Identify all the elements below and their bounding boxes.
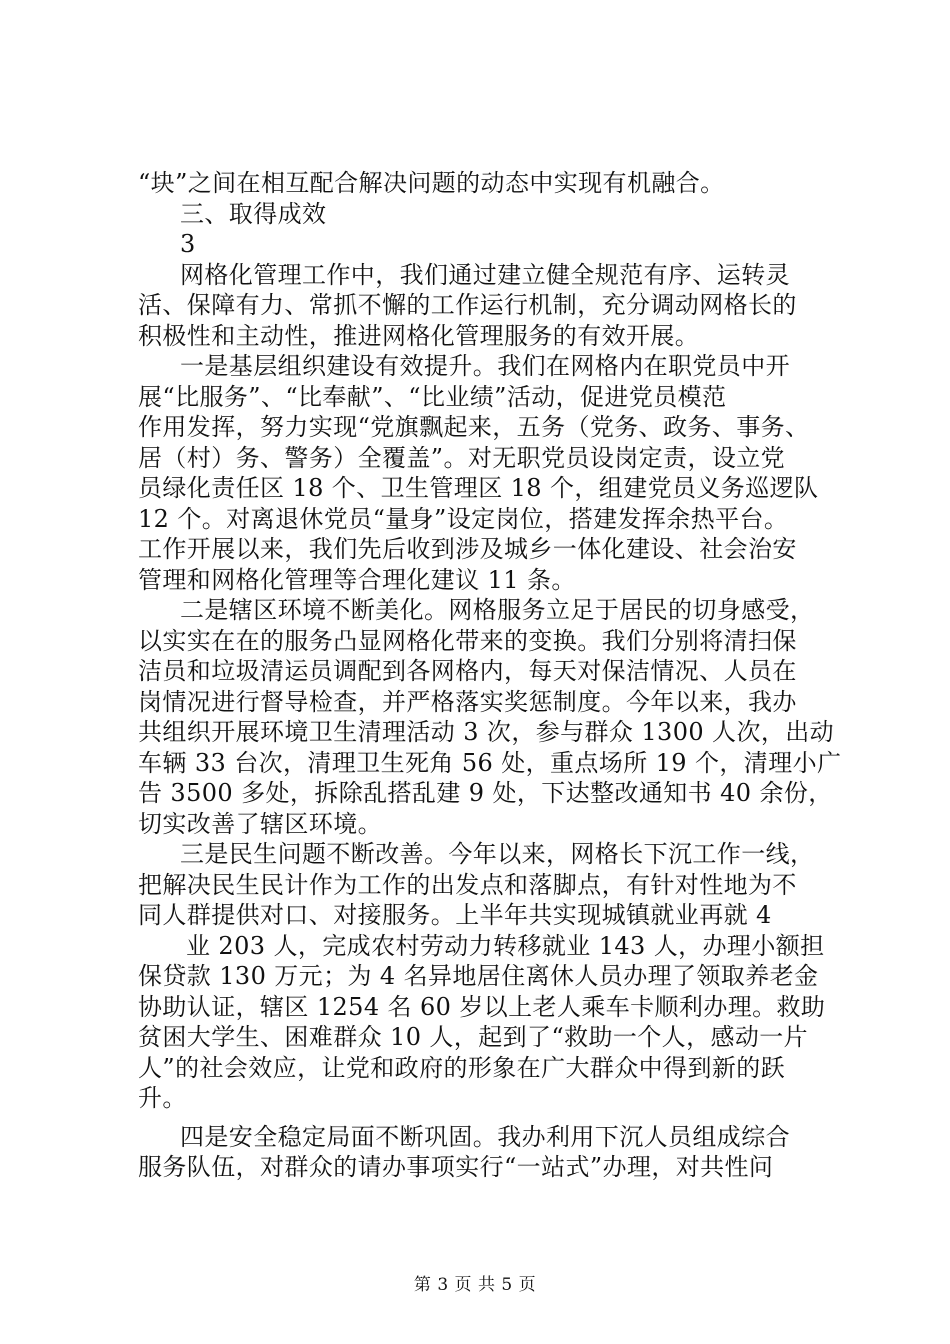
text-line: 协助认证，辖区 1254 名 60 岁以上老人乘车卡顺利办理。救助 [138,992,826,1021]
text-line: 告 3500 多处，拆除乱搭乱建 9 处，下达整改通知书 40 余份， [138,779,833,807]
text-line: 12 个。对离退休党员“量身”设定岗位，搭建发挥余热平台。 [138,504,789,533]
text-line: 三是民生问题不断改善。今年以来，网格长下沉工作一线， [180,840,815,868]
text-line: 一是基层组织建设有效提升。我们在网格内在职党员中开 [180,352,790,380]
text-line: 积极性和主动性，推进网格化管理服务的有效开展。 [138,321,700,350]
text-line: 升。 [138,1084,187,1112]
text-line: 以实实在在的服务凸显网格化带来的变换。我们分别将清扫保 [138,626,797,655]
text-line: 业 203 人，完成农村劳动力转移就业 143 人，办理小额担 [186,931,825,960]
text-line: 把解决民生民计作为工作的出发点和落脚点，有针对性地为不 [138,870,797,899]
text-line: 服务队伍，对群众的请办事项实行“一站式”办理，对共性问 [138,1153,774,1181]
page-marker: 3 [180,230,196,258]
text-line: “块”之间在相互配合解决问题的动态中实现有机融合。 [138,169,725,197]
section-heading: 三、取得成效 [180,199,327,228]
text-line: 同人群提供对口、对接服务。上半年共实现城镇就业再就 4 [138,901,772,929]
text-line: 保贷款 130 万元；为 4 名异地居住离休人员办理了领取养老金 [138,962,819,990]
text-line: 活、保障有力、常抓不懈的工作运行机制，充分调动网格长的 [138,291,797,319]
text-line: 切实改善了辖区环境。 [138,809,382,838]
paragraph-gap [138,1114,838,1122]
text-line: 作用发挥，努力实现“党旗飘起来，五务（党务、政务、事务、 [138,413,810,441]
text-line: 洁员和垃圾清运员调配到各网格内，每天对保洁情况、人员在 [138,657,797,685]
text-line: 管理和网格化管理等合理化建议 11 条。 [138,565,576,594]
text-line: 人”的社会效应，让党和政府的形象在广大群众中得到新的跃 [138,1053,786,1082]
text-line: 二是辖区环境不断美化。网格服务立足于居民的切身感受， [180,596,815,624]
page-number-footer: 第 3 页 共 5 页 [413,1275,537,1295]
text-line: 网格化管理工作中，我们通过建立健全规范有序、运转灵 [180,260,790,289]
text-line: 展“比服务”、“比奉献”、“比业绩”活动，促进党员模范 [138,382,727,411]
text-line: 居（村）务、警务）全覆盖”。对无职党员设岗定责，设立党 [138,443,786,472]
text-line: 贫困大学生、困难群众 10 人，起到了“救助一个人，感动一片 [138,1023,809,1051]
text-line: 四是安全稳定局面不断巩固。我办利用下沉人员组成综合 [180,1122,790,1151]
text-line: 共组织开展环境卫生清理活动 3 次，参与群众 1300 人次，出动 [138,718,835,746]
text-line: 员绿化责任区 18 个、卫生管理区 18 个，组建党员义务巡逻队 [138,474,819,502]
text-line: 工作开展以来，我们先后收到涉及城乡一体化建设、社会治安 [138,535,797,563]
body-text [138,168,842,1183]
text-line: 岗情况进行督导检查，并严格落实奖惩制度。今年以来，我办 [138,687,797,716]
text-line: 车辆 33 台次，清理卫生死角 56 处，重点场所 19 个，清理小广 [138,748,842,777]
